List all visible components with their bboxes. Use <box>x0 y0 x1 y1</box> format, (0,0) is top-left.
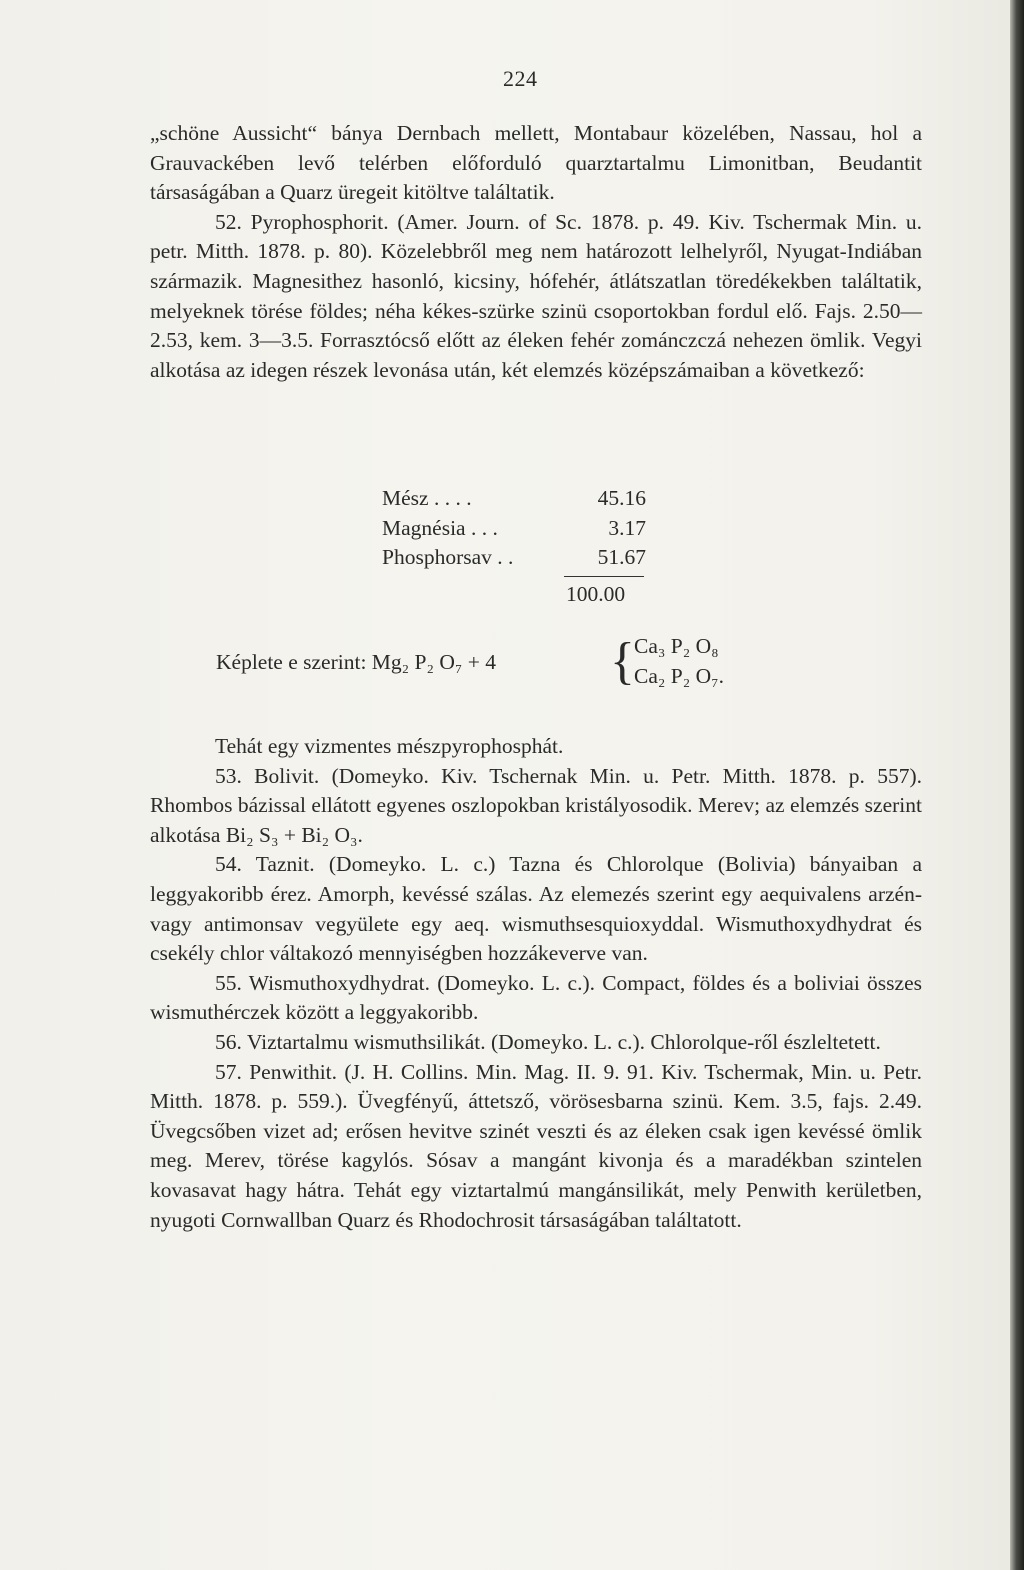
brace-glyph: { <box>610 633 635 690</box>
sum-rule <box>564 576 644 577</box>
text-block-bottom <box>150 732 922 1235</box>
component-value: 45.16 <box>597 486 646 510</box>
page-edge-shadow <box>1010 0 1024 1570</box>
component-name: Mész . . . . <box>382 486 472 510</box>
analysis-row <box>382 543 662 573</box>
component-name: Phosphorsav . . <box>382 545 514 570</box>
component-value: 51.67 <box>597 545 646 570</box>
chemical-formula <box>216 633 724 690</box>
paragraph-conclusion: Tehát egy vizmentes mészpyrophosphát. <box>215 734 564 758</box>
formula-row-2: Ca₂ P₂ O₇. <box>634 664 724 688</box>
formula-row-1: Ca₃ P₂ O₈ <box>634 634 719 658</box>
analysis-row <box>382 484 662 514</box>
text-block-top <box>150 119 922 385</box>
analysis-table <box>382 484 662 573</box>
paragraph-55-wismuthoxydhydrat: 55. Wismuthoxydhydrat. (Domeyko. L. c.). Compact, földes és a boliviai összes wismuthérczek között a leggyakoribb. <box>150 970 922 1025</box>
paragraph-57-penwithit: 57. Penwithit. (J. H. Collins. Min. Mag. II. 9. 91. Kiv. Tschermak, Min. u. Petr. Mitth. 1878. p. 559.). Üvegfényű, áttetsző, vörösesbarna szinü. Kem. 3.5, fajs. 2.49. Üvegcsőben vizet ad; erősen hevitve szinét veszti és az éleken csak igen kevéssé ömlik meg. Merev, törése kagylós. Sósav a mangánt kivonja és a maradékban szintelen kovasavat hagy hátra. Tehát egy viztartalmú mangánsilikát, mely Penwith kerületben, nyugoti Cornwallban Quarz és Rhodochrosit társaságában találtatott. <box>150 1059 922 1232</box>
paragraph-dernbach: „schöne Aussicht“ bánya Dernbach mellett, Montabaur közelében, Nassau, hol a Grauvackében levő telérben előforduló quarztartalmu Limonitban, Beudantit társaságában a Quarz üregeit kitöltve találtatik. <box>150 121 922 205</box>
analysis-row <box>382 514 662 544</box>
paragraph-54-taznit: 54. Taznit. (Domeyko. L. c.) Tazna és Chlorolque (Bolivia) bányaiban a leggyakoribb érez. Amorph, kevéssé szálas. Az elemezés szerint egy aequivalens arzén- vagy antimonsav vegyülete egy aeq. wismuthsesquioxyddal. Wismuthoxydhydrat és csekély chlor váltakozó mennyiségben hozzákeverve van. <box>150 852 922 966</box>
component-name: Magnésia . . . <box>382 515 498 540</box>
component-value: 3.17 <box>608 515 646 540</box>
paragraph-56-wismuthsilikat: 56. Viztartalmu wismuthsilikát. (Domeyko. L. c.). Chlorolque-ről észleltetett. <box>215 1029 881 1054</box>
paragraph-53-bolivit: 53. Bolivit. (Domeyko. Kiv. Tschernak Min. u. Petr. Mitth. 1878. p. 557). Rhombos bázissal ellátott egyenes oszlopokban kristályosodik. Merev; az elemzés szerint alkotása Bi₂ S₃ + Bi₂ O₃. <box>150 763 922 847</box>
analysis-total: 100.00 <box>566 582 626 606</box>
formula-lead: Képlete e szerint: Mg₂ P₂ O₇ + 4 <box>216 650 497 674</box>
paragraph-52-pyrophosphorit: 52. Pyrophosphorit. (Amer. Journ. of Sc. 1878. p. 49. Kiv. Tschermak Min. u. petr. Mitth. 1878. p. 80). Közelebbről meg nem határozott lelhelyről, Nyugat-Indiában származik. Magnesithez hasonló, kicsiny, hófehér, átlátszatlan töredékekben találtatik, melyeknek törése földes; néha kékes-szürke szinü csoportokban fordul elő. Fajs. 2.50—2.53, kem. 3—3.5. Forrasztócső előtt az éleken fehér zománczczá nehezen ömlik. Vegyi alkotása az idegen részek levonása után, két elemzés középszámaiban a következő: <box>150 209 922 382</box>
page-number: 224 <box>503 66 538 91</box>
